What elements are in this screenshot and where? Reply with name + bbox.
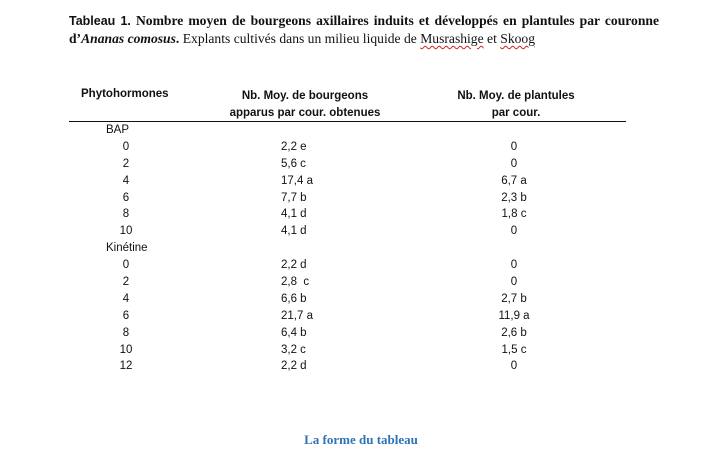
concentration-cell: 2 — [122, 276, 130, 289]
buds-cell: 2,2 e — [281, 140, 307, 153]
table-row — [69, 325, 629, 342]
header-plantlets-line1: Nb. Moy. de plantules — [457, 90, 575, 102]
concentration-cell: 4 — [122, 174, 130, 187]
group-name: BAP — [106, 124, 130, 136]
concentration-cell: 12 — [119, 360, 133, 373]
table-row — [69, 291, 629, 308]
table-row — [69, 358, 629, 375]
buds-cell: 3,2 c — [281, 343, 306, 356]
table-body — [69, 122, 629, 375]
table-row — [69, 308, 629, 325]
caption-bold-text-1: Nombre moyen de bourgeons axillaires induits et développés en plantules par couronne d’ — [69, 13, 659, 46]
plantlets-cell: 1,5 c — [501, 343, 527, 356]
concentration-cell: 8 — [122, 208, 130, 221]
header-plantlets-line2: par cour. — [491, 107, 541, 119]
plantlets-cell: 0 — [510, 276, 518, 289]
plantlets-cell: 2,3 b — [501, 191, 527, 204]
header-phytohormones: Phytohormones — [81, 88, 169, 100]
plantlets-cell: 11,9 a — [498, 309, 530, 322]
figure-footer-caption: La forme du tableau — [304, 432, 418, 447]
table-row — [69, 257, 629, 274]
plantlets-cell: 0 — [510, 259, 518, 272]
buds-cell: 6,4 b — [281, 326, 307, 339]
table-row — [69, 206, 629, 223]
buds-cell: 2,8 c — [281, 276, 310, 289]
concentration-cell: 10 — [119, 343, 133, 356]
buds-cell: 7,7 b — [281, 191, 307, 204]
concentration-cell: 6 — [122, 191, 130, 204]
header-buds-line2: apparus par cour. obtenues — [229, 107, 381, 119]
plantlets-cell: 2,6 b — [501, 326, 527, 339]
concentration-cell: 2 — [122, 157, 130, 170]
concentration-cell: 0 — [122, 140, 130, 153]
plantlets-cell: 0 — [510, 360, 518, 373]
buds-cell: 5,6 c — [281, 157, 306, 170]
header-buds — [215, 88, 395, 122]
caption-description: Explants cultivés dans un milieu liquide de — [182, 31, 417, 46]
table-header — [69, 84, 629, 120]
table-row — [69, 156, 629, 173]
concentration-cell: 0 — [122, 259, 130, 272]
header-plantlets — [446, 88, 586, 122]
caption-label: Tableau 1. — [69, 14, 131, 28]
plantlets-cell: 0 — [510, 225, 518, 238]
caption-author-1: Musrashige — [420, 31, 484, 46]
buds-cell: 2,2 d — [281, 360, 307, 373]
plantlets-cell: 6,7 a — [501, 174, 527, 187]
buds-cell: 4,1 d — [281, 225, 307, 238]
buds-cell: 21,7 a — [281, 309, 313, 322]
plantlets-cell: 0 — [510, 157, 518, 170]
buds-cell: 2,2 d — [281, 259, 307, 272]
caption-bold-text-2: . — [175, 31, 180, 46]
table-row — [69, 173, 629, 190]
concentration-cell: 6 — [122, 309, 130, 322]
group-header-row — [69, 122, 629, 139]
table-row — [69, 342, 629, 359]
buds-cell: 4,1 d — [281, 208, 307, 221]
concentration-cell: 4 — [122, 292, 130, 305]
caption-species-name: Ananas comosus — [81, 31, 176, 46]
table-caption — [69, 12, 659, 47]
concentration-cell: 8 — [122, 326, 130, 339]
table-row — [69, 274, 629, 291]
group-header-row — [69, 240, 629, 257]
buds-cell: 17,4 a — [281, 174, 313, 187]
plantlets-cell: 1,8 c — [501, 208, 527, 221]
table-row — [69, 139, 629, 156]
group-name: Kinétine — [106, 242, 148, 255]
header-buds-line1: Nb. Moy. de bourgeons — [241, 90, 369, 102]
concentration-cell: 10 — [119, 225, 133, 238]
caption-connector: et — [487, 31, 497, 46]
plantlets-cell: 0 — [510, 140, 518, 153]
buds-cell: 6,6 b — [281, 292, 307, 305]
caption-author-2: Skoog — [500, 31, 536, 46]
table-row — [69, 190, 629, 207]
table-row — [69, 223, 629, 240]
plantlets-cell: 2,7 b — [501, 292, 527, 305]
results-table — [69, 84, 629, 373]
